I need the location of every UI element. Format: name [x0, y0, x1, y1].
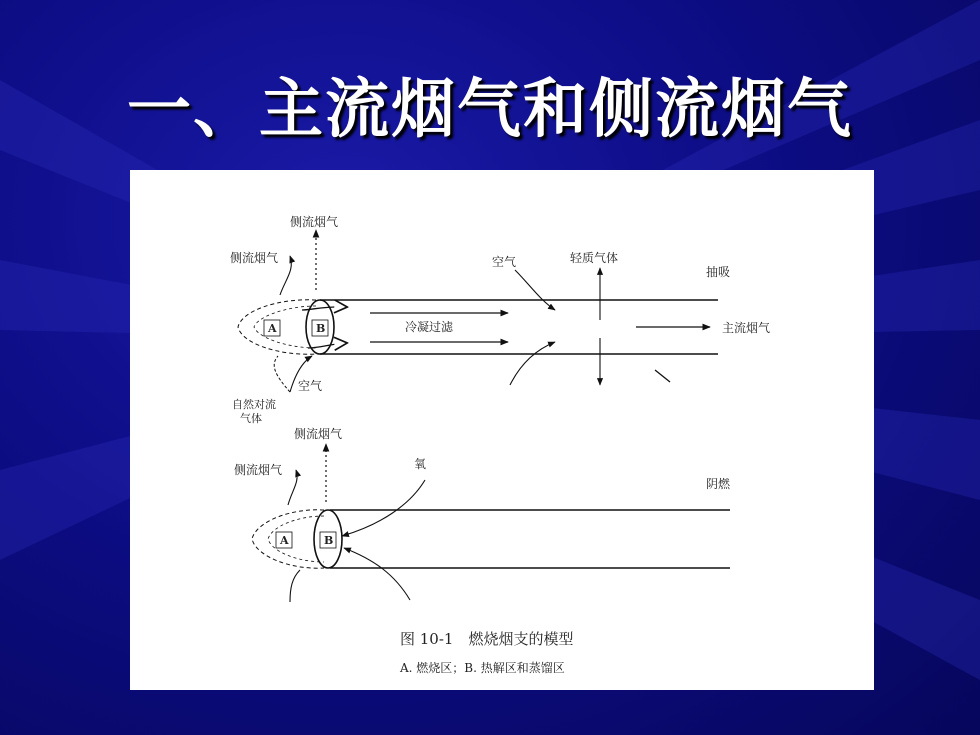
mainstream-label: 主流烟气: [722, 321, 771, 335]
top-airflow-lower-arrow: [308, 343, 346, 348]
puff-label: 抽吸: [706, 265, 731, 279]
top-air-bottom-arrow: [510, 342, 555, 385]
bottom-sidestream-left-arrow: [288, 470, 297, 505]
oxygen-arrow: [342, 480, 425, 536]
bottom-sidestream-left-label: 侧流烟气: [234, 463, 283, 477]
bottom-zone-a-label: A: [280, 534, 289, 547]
top-air-bottom-label: 空气: [298, 379, 323, 393]
top-labels: [230, 214, 770, 425]
bottom-labels: [234, 426, 731, 548]
light-gas-label: 轻质气体: [570, 251, 619, 265]
figure-caption: 图 10-1 燃烧烟支的模型: [400, 630, 574, 648]
condense-filter-label: 冷凝过滤: [405, 320, 454, 334]
convection-label-line2: 气体: [240, 412, 262, 425]
cigarette-model-diagram: [130, 170, 874, 690]
top-sidestream-upper-label: 侧流烟气: [290, 215, 339, 229]
figure-panel: [130, 170, 874, 690]
top-air-label: 空气: [492, 255, 517, 269]
slide-title: 一、主流烟气和侧流烟气: [127, 73, 853, 147]
top-air-arrow: [515, 270, 555, 310]
top-diagram: [238, 230, 718, 392]
bottom-sidestream-upper-label: 侧流烟气: [294, 427, 343, 441]
top-zone-b-label: B: [316, 322, 326, 335]
top-sidestream-left-arrow: [280, 256, 291, 295]
bottom-air-arrow: [344, 548, 410, 600]
top-zone-a-label: A: [268, 322, 277, 335]
top-airflow-upper-arrow: [302, 307, 346, 310]
bottom-zone-b-label: B: [324, 534, 334, 547]
oxygen-label: 氧: [414, 457, 427, 471]
smolder-label: 阴燃: [706, 477, 731, 491]
convection-label-line1: 自然对流: [232, 398, 276, 411]
figure-legend: A. 燃烧区；B. 热解区和蒸馏区: [400, 661, 565, 675]
top-sidestream-left-label: 侧流烟气: [230, 251, 279, 265]
bottom-diagram: [252, 444, 730, 602]
